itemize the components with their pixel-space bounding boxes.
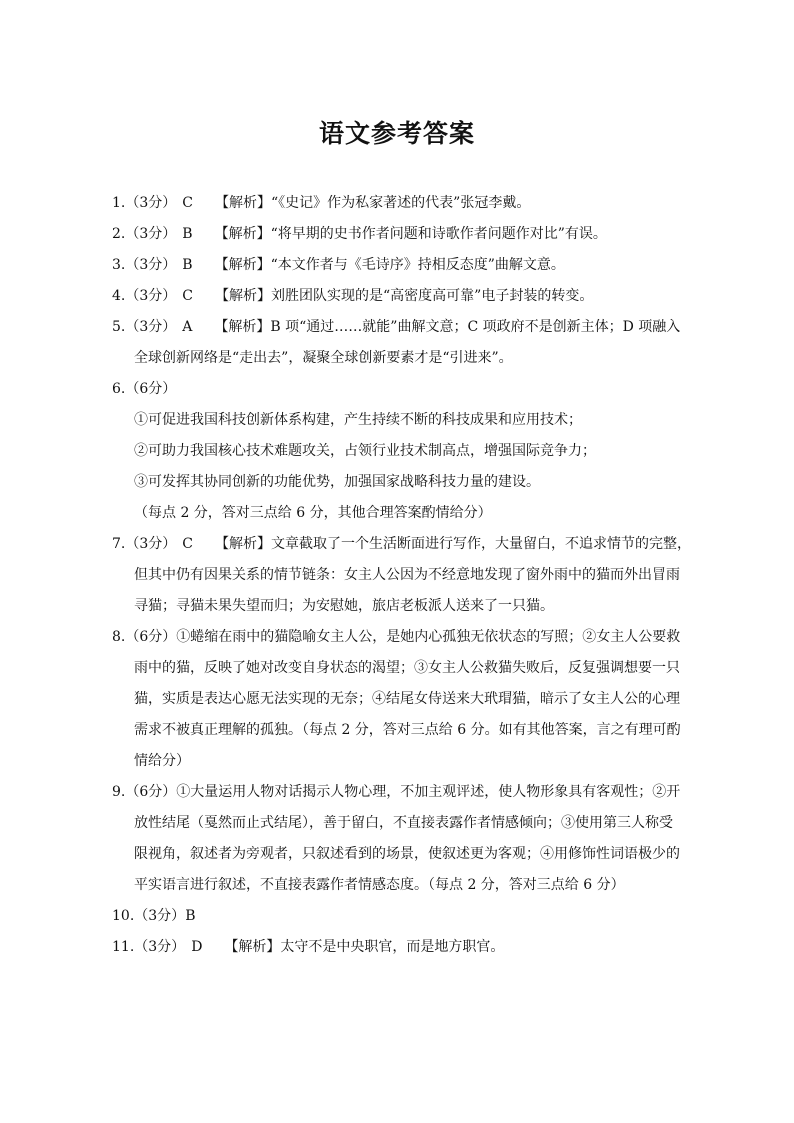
item-answer: A [182, 319, 193, 335]
item-answer: C [182, 536, 193, 552]
item-score: （3分） [125, 257, 177, 273]
item-analysis-continued: 全球创新网络是“走出去”，凝聚全球创新要素才是“引进来”。 [134, 350, 513, 366]
item-analysis: 【解析】文章截取了一个生活断面进行写作，大量留白，不追求情节的完整， [215, 536, 691, 552]
item-number: 3. [112, 257, 126, 273]
item-number: 10. [112, 908, 135, 924]
answer-list [112, 188, 691, 963]
item-answer: D [191, 939, 203, 955]
answer-item-10 [112, 901, 686, 932]
answer-item-2 [112, 219, 686, 250]
item-answer-continued: 雨中的猫，反映了她对改变自身状态的渴望；③女主人公救猫失败后，反复强调想要一只 [134, 660, 680, 676]
item-answer: B [185, 908, 196, 924]
page-title: 语文参考答案 [318, 119, 475, 148]
item-answer-continued: 放性结尾（戛然而止式结尾），善于留白，不直接表露作者情感倾向；③使用第三人称受 [134, 815, 673, 831]
item-number: 11. [112, 939, 135, 955]
item-score: （6分） [125, 629, 177, 645]
item-score: （3分） [125, 288, 177, 304]
item-number: 1. [112, 195, 126, 211]
item-answer-text: ①蜷缩在雨中的猫隐喻女主人公，是她内心孤独无依状态的写照；②女主人公要救 [176, 629, 681, 645]
item-score: （3分） [125, 536, 177, 552]
answer-item-7 [112, 529, 691, 622]
item-score: （3分） [134, 939, 186, 955]
answer-point: ①可促进我国科技创新体系构建，产生持续不断的科技成果和应用技术； [134, 412, 582, 428]
item-answer-continued: 平实语言进行叙述，不直接表露作者情感态度。（每点 2 分，答对三点给 6 分） [134, 877, 625, 893]
item-number: 5. [112, 319, 126, 335]
answer-item-9 [112, 777, 686, 901]
item-number: 6. [112, 381, 126, 397]
item-number: 8. [112, 629, 126, 645]
item-score: （3分） [134, 908, 186, 924]
item-analysis-continued: 寻猫；寻猫未果失望而归；为安慰她，旅店老板派人送来了一只猫。 [134, 598, 554, 614]
item-number: 9. [112, 784, 126, 800]
item-analysis: 【解析】“将早期的史书作者问题和诗歌作者问题作对比”有误。 [214, 226, 607, 242]
item-analysis: 【解析】太守不是中央职官，而是地方职官。 [224, 939, 505, 955]
item-analysis-continued: 但其中仍有因果关系的情节链条：女主人公因为不经意地发现了窗外雨中的猫而外出冒雨 [134, 567, 680, 583]
item-analysis: 【解析】B 项“通过……就能”曲解文意；C 项政府不是创新主体；D 项融入 [214, 319, 681, 335]
answer-item-1 [112, 188, 686, 219]
answer-item-4 [112, 281, 686, 312]
item-number: 2. [112, 226, 126, 242]
answer-item-3 [112, 250, 686, 281]
answer-item-8 [112, 622, 686, 777]
item-answer-text: ①大量运用人物对话揭示人物心理，不加主观评述，使人物形象具有客观性；②开 [176, 784, 681, 800]
item-answer: B [182, 226, 193, 242]
item-answer: C [182, 195, 193, 211]
item-answer-continued: 情给分） [134, 753, 190, 769]
answer-item-5 [112, 312, 686, 374]
answer-point: ③可发挥其协同创新的功能优势，加强国家战略科技力量的建设。 [134, 474, 540, 490]
answer-item-11 [112, 932, 686, 963]
item-analysis: 【解析】“本文作者与《毛诗序》持相反态度”曲解文意。 [214, 257, 565, 273]
item-answer-continued: 猫，实质是表达心愿无法实现的无奈；④结尾女侍送来大玳瑁猫，暗示了女主人公的心理 [134, 691, 680, 707]
item-score: （3分） [125, 195, 177, 211]
item-score: （6分） [125, 381, 177, 397]
item-analysis: 【解析】“《史记》作为私家著述的代表”张冠李戴。 [215, 195, 531, 211]
item-number: 4. [112, 288, 126, 304]
item-analysis: 【解析】刘胜团队实现的是“高密度高可靠”电子封装的转变。 [215, 288, 594, 304]
item-answer-continued: 需求不被真正理解的孤独。（每点 2 分，答对三点给 6 分。如有其他答案，言之有理可酌 [134, 722, 681, 738]
answer-point: ②可助力我国核心技术难题攻关，占领行业技术制高点，增强国际竞争力； [134, 443, 596, 459]
item-score: （3分） [125, 319, 177, 335]
item-number: 7. [112, 536, 126, 552]
answer-item-6 [112, 374, 686, 529]
item-answer: B [182, 257, 193, 273]
scoring-note: （每点 2 分，答对三点给 6 分，其他合理答案酌情给分） [134, 505, 492, 521]
item-score: （3分） [125, 226, 177, 242]
item-answer: C [182, 288, 193, 304]
item-answer-continued: 限视角，叙述者为旁观者，只叙述看到的场景，使叙述更为客观；④用修饰性词语极少的 [134, 846, 680, 862]
item-score: （6分） [125, 784, 177, 800]
